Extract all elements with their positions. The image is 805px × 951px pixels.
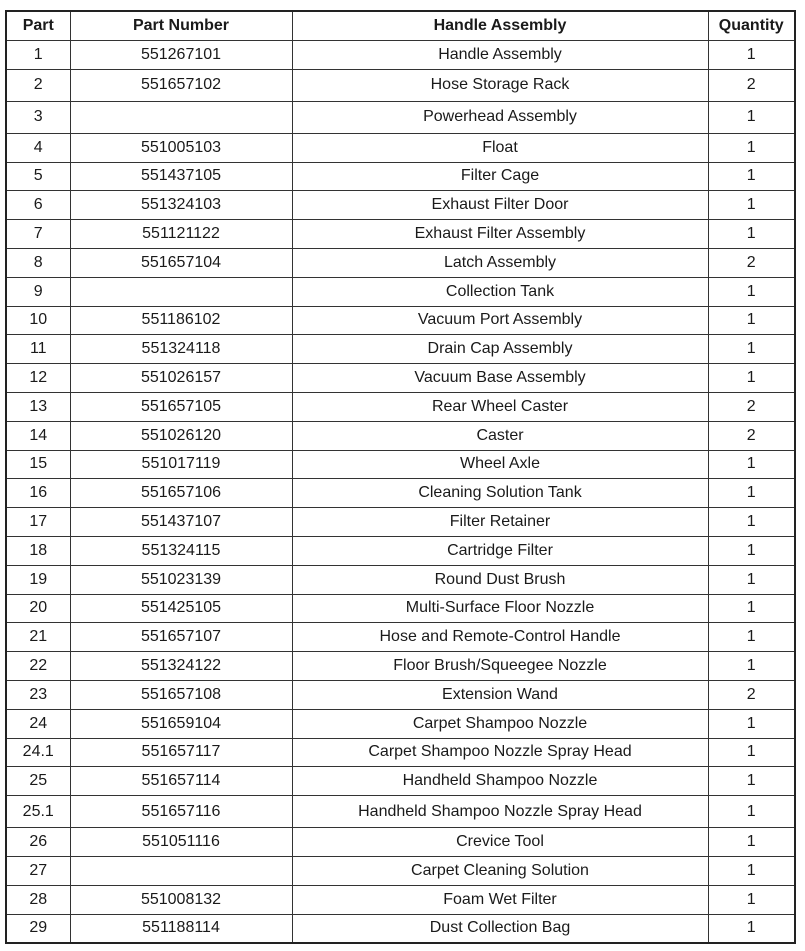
cell-quantity: 1 [708, 306, 795, 335]
cell-part: 25.1 [6, 796, 70, 828]
cell-name: Crevice Tool [292, 828, 708, 857]
cell-quantity: 1 [708, 914, 795, 943]
cell-name: Rear Wheel Caster [292, 392, 708, 421]
cell-part: 24 [6, 709, 70, 738]
header-part-number: Part Number [70, 11, 292, 41]
cell-part-number: 551324122 [70, 652, 292, 681]
parts-table [5, 10, 796, 944]
cell-name: Vacuum Base Assembly [292, 364, 708, 393]
cell-quantity: 1 [708, 536, 795, 565]
cell-name: Round Dust Brush [292, 565, 708, 594]
table-row [6, 220, 795, 249]
cell-quantity: 2 [708, 69, 795, 101]
parts-list [5, 10, 794, 944]
cell-part-number: 551188114 [70, 914, 292, 943]
cell-part-number: 551437105 [70, 162, 292, 191]
cell-name: Carpet Cleaning Solution [292, 856, 708, 885]
cell-part: 19 [6, 565, 70, 594]
cell-part-number: 551324118 [70, 335, 292, 364]
cell-name: Hose and Remote-Control Handle [292, 623, 708, 652]
cell-quantity: 1 [708, 885, 795, 914]
table-row [6, 652, 795, 681]
cell-part: 5 [6, 162, 70, 191]
cell-part-number: 551026120 [70, 421, 292, 450]
cell-part-number: 551425105 [70, 594, 292, 623]
header-name: Handle Assembly [292, 11, 708, 41]
table-row [6, 41, 795, 70]
cell-part: 13 [6, 392, 70, 421]
cell-part: 22 [6, 652, 70, 681]
cell-quantity: 1 [708, 565, 795, 594]
table-row [6, 565, 795, 594]
table-row [6, 162, 795, 191]
table-row [6, 796, 795, 828]
cell-name: Exhaust Filter Assembly [292, 220, 708, 249]
cell-part-number: 551437107 [70, 508, 292, 537]
table-row [6, 335, 795, 364]
cell-part: 28 [6, 885, 70, 914]
cell-quantity: 1 [708, 479, 795, 508]
table-row [6, 885, 795, 914]
cell-name: Extension Wand [292, 680, 708, 709]
cell-part: 7 [6, 220, 70, 249]
table-row [6, 392, 795, 421]
table-row [6, 421, 795, 450]
table-row [6, 738, 795, 767]
table-row [6, 248, 795, 277]
cell-name: Exhaust Filter Door [292, 191, 708, 220]
cell-name: Multi-Surface Floor Nozzle [292, 594, 708, 623]
cell-quantity: 1 [708, 191, 795, 220]
cell-name: Handheld Shampoo Nozzle Spray Head [292, 796, 708, 828]
table-row [6, 680, 795, 709]
table-row [6, 709, 795, 738]
cell-name: Caster [292, 421, 708, 450]
table-row [6, 133, 795, 162]
cell-part: 17 [6, 508, 70, 537]
cell-part-number: 551659104 [70, 709, 292, 738]
cell-name: Hose Storage Rack [292, 69, 708, 101]
table-row [6, 277, 795, 306]
cell-name: Dust Collection Bag [292, 914, 708, 943]
cell-part: 16 [6, 479, 70, 508]
cell-part-number: 551657108 [70, 680, 292, 709]
cell-part-number: 551657104 [70, 248, 292, 277]
cell-part: 26 [6, 828, 70, 857]
table-row [6, 536, 795, 565]
cell-part: 23 [6, 680, 70, 709]
cell-part-number: 551186102 [70, 306, 292, 335]
cell-part: 24.1 [6, 738, 70, 767]
cell-part-number: 551657105 [70, 392, 292, 421]
cell-part: 9 [6, 277, 70, 306]
cell-name: Foam Wet Filter [292, 885, 708, 914]
cell-part-number [70, 856, 292, 885]
cell-quantity: 2 [708, 248, 795, 277]
cell-name: Carpet Shampoo Nozzle [292, 709, 708, 738]
table-row [6, 623, 795, 652]
cell-part: 29 [6, 914, 70, 943]
cell-quantity: 2 [708, 392, 795, 421]
cell-part: 1 [6, 41, 70, 70]
cell-part-number: 551026157 [70, 364, 292, 393]
cell-part: 3 [6, 101, 70, 133]
cell-part-number: 551008132 [70, 885, 292, 914]
cell-part: 10 [6, 306, 70, 335]
cell-part-number: 551017119 [70, 450, 292, 479]
cell-quantity: 1 [708, 277, 795, 306]
cell-quantity: 1 [708, 796, 795, 828]
cell-quantity: 1 [708, 828, 795, 857]
table-row [6, 914, 795, 943]
cell-part: 15 [6, 450, 70, 479]
cell-name: Filter Retainer [292, 508, 708, 537]
table-row [6, 364, 795, 393]
cell-part-number: 551267101 [70, 41, 292, 70]
cell-quantity: 1 [708, 101, 795, 133]
cell-part-number: 551657102 [70, 69, 292, 101]
cell-name: Powerhead Assembly [292, 101, 708, 133]
cell-part: 20 [6, 594, 70, 623]
cell-part-number: 551324115 [70, 536, 292, 565]
cell-name: Latch Assembly [292, 248, 708, 277]
cell-quantity: 1 [708, 450, 795, 479]
table-row [6, 828, 795, 857]
table-body [6, 41, 795, 944]
header-quantity: Quantity [708, 11, 795, 41]
table-row [6, 479, 795, 508]
table-row [6, 767, 795, 796]
cell-part-number: 551657106 [70, 479, 292, 508]
cell-part: 14 [6, 421, 70, 450]
cell-part: 8 [6, 248, 70, 277]
table-row [6, 450, 795, 479]
cell-part-number: 551121122 [70, 220, 292, 249]
cell-part: 2 [6, 69, 70, 101]
cell-name: Cleaning Solution Tank [292, 479, 708, 508]
cell-name: Carpet Shampoo Nozzle Spray Head [292, 738, 708, 767]
cell-part: 12 [6, 364, 70, 393]
table-row [6, 594, 795, 623]
cell-name: Handheld Shampoo Nozzle [292, 767, 708, 796]
table-row [6, 856, 795, 885]
cell-part-number: 551657114 [70, 767, 292, 796]
cell-part: 27 [6, 856, 70, 885]
cell-name: Drain Cap Assembly [292, 335, 708, 364]
table-row [6, 306, 795, 335]
cell-part-number [70, 101, 292, 133]
cell-part: 4 [6, 133, 70, 162]
cell-name: Vacuum Port Assembly [292, 306, 708, 335]
cell-quantity: 2 [708, 680, 795, 709]
cell-name: Floor Brush/Squeegee Nozzle [292, 652, 708, 681]
cell-quantity: 1 [708, 41, 795, 70]
cell-quantity: 1 [708, 162, 795, 191]
cell-part-number: 551657116 [70, 796, 292, 828]
cell-part-number: 551005103 [70, 133, 292, 162]
cell-quantity: 1 [708, 738, 795, 767]
cell-quantity: 1 [708, 623, 795, 652]
table-row [6, 69, 795, 101]
cell-quantity: 1 [708, 709, 795, 738]
table-header-row [6, 11, 795, 41]
cell-part-number [70, 277, 292, 306]
cell-name: Collection Tank [292, 277, 708, 306]
cell-part: 25 [6, 767, 70, 796]
cell-part: 21 [6, 623, 70, 652]
cell-part-number: 551051116 [70, 828, 292, 857]
header-part: Part [6, 11, 70, 41]
cell-part-number: 551657107 [70, 623, 292, 652]
table-row [6, 191, 795, 220]
cell-quantity: 1 [708, 364, 795, 393]
cell-part: 18 [6, 536, 70, 565]
table-row [6, 101, 795, 133]
cell-quantity: 1 [708, 767, 795, 796]
cell-part: 11 [6, 335, 70, 364]
cell-quantity: 1 [708, 133, 795, 162]
cell-part: 6 [6, 191, 70, 220]
cell-name: Wheel Axle [292, 450, 708, 479]
cell-quantity: 1 [708, 508, 795, 537]
cell-quantity: 1 [708, 594, 795, 623]
cell-name: Filter Cage [292, 162, 708, 191]
cell-name: Float [292, 133, 708, 162]
cell-part-number: 551657117 [70, 738, 292, 767]
cell-quantity: 1 [708, 335, 795, 364]
cell-part-number: 551023139 [70, 565, 292, 594]
cell-quantity: 1 [708, 652, 795, 681]
cell-name: Cartridge Filter [292, 536, 708, 565]
cell-quantity: 2 [708, 421, 795, 450]
table-row [6, 508, 795, 537]
cell-name: Handle Assembly [292, 41, 708, 70]
cell-part-number: 551324103 [70, 191, 292, 220]
cell-quantity: 1 [708, 856, 795, 885]
cell-quantity: 1 [708, 220, 795, 249]
